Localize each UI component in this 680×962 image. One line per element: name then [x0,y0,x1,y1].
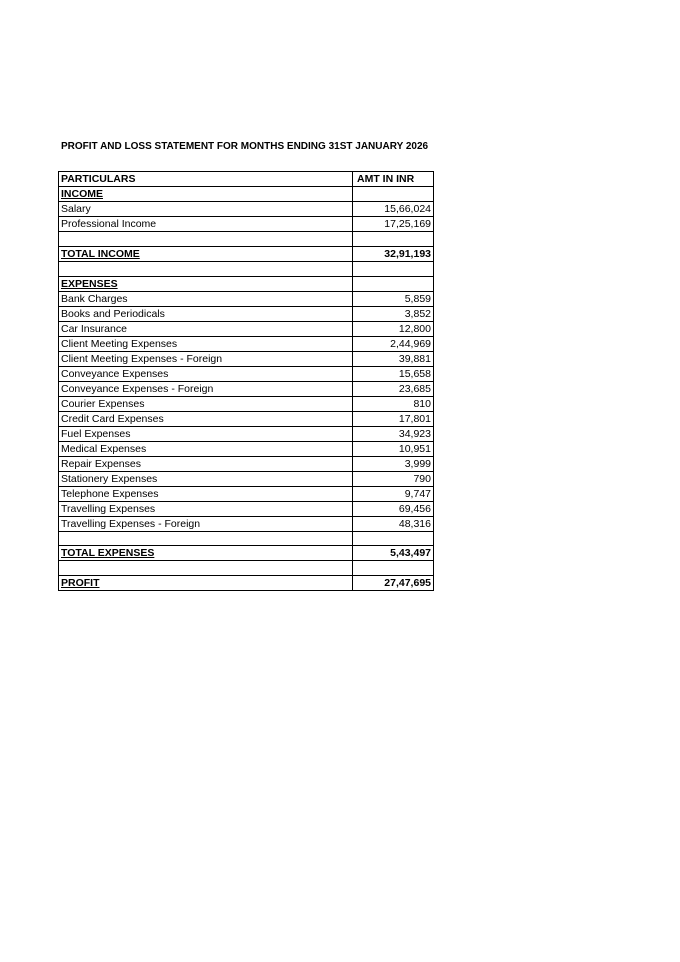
table-row [59,351,434,366]
profit-row [59,576,434,591]
total-income-amount: 32,91,193 [353,246,434,261]
line-item-amount: 69,456 [353,501,434,516]
line-item-amount: 2,44,969 [353,336,434,351]
income-heading-row [59,187,434,202]
empty-cell [353,276,434,291]
line-item-label: Fuel Expenses [59,426,353,441]
expenses-heading: EXPENSES [59,276,353,291]
table-row [59,336,434,351]
line-item-amount: 10,951 [353,441,434,456]
total-income-label: TOTAL INCOME [59,246,353,261]
line-item-amount: 9,747 [353,486,434,501]
total-expenses-amount: 5,43,497 [353,546,434,561]
table-row [59,217,434,232]
line-item-label: Books and Periodicals [59,306,353,321]
particulars-header: PARTICULARS [59,172,353,187]
expenses-heading-row [59,276,434,291]
line-item-label: Bank Charges [59,291,353,306]
line-item-amount: 3,999 [353,456,434,471]
table-row [59,501,434,516]
income-heading: INCOME [59,187,353,202]
profit-amount: 27,47,695 [353,576,434,591]
expense-items [59,291,434,531]
line-item-label: Travelling Expenses - Foreign [59,516,353,531]
line-item-label: Courier Expenses [59,396,353,411]
line-item-label: Client Meeting Expenses - Foreign [59,351,353,366]
table-row [59,366,434,381]
income-items [59,202,434,232]
blank-row [59,561,434,576]
line-item-label: Conveyance Expenses - Foreign [59,381,353,396]
line-item-label: Professional Income [59,217,353,232]
line-item-label: Conveyance Expenses [59,366,353,381]
line-item-label: Telephone Expenses [59,486,353,501]
line-item-amount: 34,923 [353,426,434,441]
amount-header: AMT IN INR [353,172,434,187]
profit-loss-table [58,171,434,591]
table-row [59,291,434,306]
line-item-amount: 17,801 [353,411,434,426]
table-row [59,456,434,471]
blank-row [59,261,434,276]
total-expenses-label: TOTAL EXPENSES [59,546,353,561]
line-item-amount: 12,800 [353,321,434,336]
table-row [59,486,434,501]
line-item-amount: 15,658 [353,366,434,381]
line-item-label: Credit Card Expenses [59,411,353,426]
line-item-label: Salary [59,202,353,217]
table-row [59,411,434,426]
line-item-amount: 790 [353,471,434,486]
line-item-amount: 15,66,024 [353,202,434,217]
profit-label: PROFIT [59,576,353,591]
line-item-amount: 48,316 [353,516,434,531]
blank-row [59,232,434,247]
table-row [59,381,434,396]
line-item-label: Travelling Expenses [59,501,353,516]
empty-cell [353,187,434,202]
table-row [59,321,434,336]
line-item-label: Client Meeting Expenses [59,336,353,351]
line-item-label: Medical Expenses [59,441,353,456]
blank-row [59,531,434,546]
line-item-amount: 3,852 [353,306,434,321]
total-income-row [59,246,434,261]
table-row [59,306,434,321]
line-item-label: Repair Expenses [59,456,353,471]
line-item-amount: 810 [353,396,434,411]
line-item-amount: 17,25,169 [353,217,434,232]
table-row [59,202,434,217]
line-item-amount: 39,881 [353,351,434,366]
table-row [59,516,434,531]
total-expenses-row [59,546,434,561]
table-row [59,426,434,441]
table-header-row [59,172,434,187]
line-item-amount: 5,859 [353,291,434,306]
table-row [59,471,434,486]
table-row [59,396,434,411]
line-item-label: Stationery Expenses [59,471,353,486]
table-row [59,441,434,456]
line-item-label: Car Insurance [59,321,353,336]
statement-title: PROFIT AND LOSS STATEMENT FOR MONTHS ENDING 31ST JANUARY 2026 [61,141,429,152]
line-item-amount: 23,685 [353,381,434,396]
